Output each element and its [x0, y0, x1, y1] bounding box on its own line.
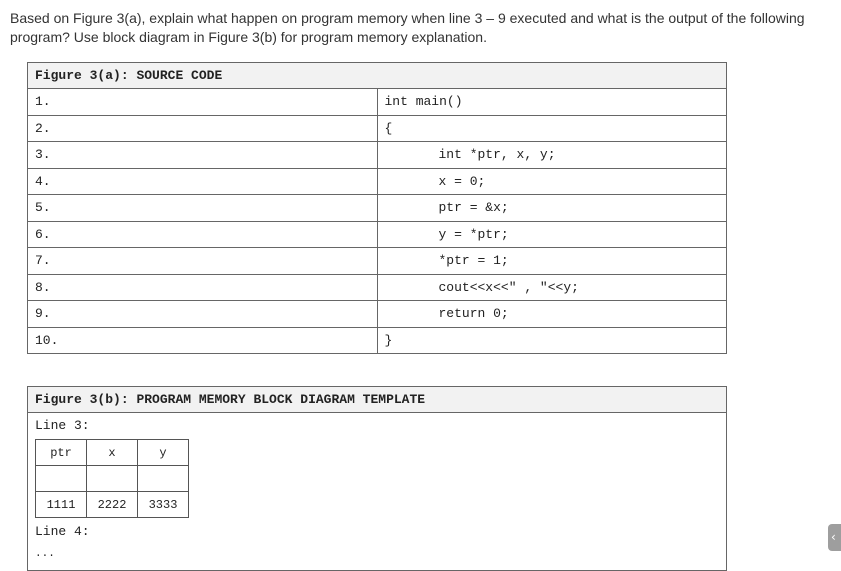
- line-3-label: Line 3:: [35, 418, 90, 433]
- figure-3b-header-row: [28, 387, 727, 413]
- code-line-row: [28, 248, 727, 275]
- code-line-row: [28, 274, 727, 301]
- figure-3a-title: SOURCE CODE: [136, 68, 223, 83]
- code-text: int *ptr, x, y;: [377, 142, 727, 169]
- figure-3b-body: [28, 413, 727, 571]
- code-text: int main(): [377, 89, 727, 116]
- continuation-ellipsis: ...: [35, 548, 55, 560]
- code-text: }: [377, 327, 727, 354]
- figure-3a-source-code-table: [27, 62, 727, 354]
- code-text: y = *ptr;: [377, 221, 727, 248]
- question-text: Based on Figure 3(a), explain what happen on program memory when line 3 – 9 executed and what is the output of the following program? Use block diagram in Figure 3(b) for program memory explanation.: [10, 10, 805, 45]
- code-line-row: [28, 115, 727, 142]
- side-scroll-tab[interactable]: [828, 524, 841, 551]
- line-number: 8.: [28, 274, 378, 301]
- memory-address-cell: 1111: [36, 492, 87, 518]
- code-line-row: [28, 168, 727, 195]
- line-number: 7.: [28, 248, 378, 275]
- figure-3b-memory-diagram-table: [27, 386, 727, 571]
- line-number: 4.: [28, 168, 378, 195]
- figure-3b-label: Figure 3(b):: [35, 392, 129, 407]
- figure-3b-body-row: [28, 413, 727, 571]
- variable-name-row: [36, 440, 189, 466]
- memory-address-cell: 3333: [138, 492, 189, 518]
- figure-3b-title: PROGRAM MEMORY BLOCK DIAGRAM TEMPLATE: [136, 392, 426, 407]
- figure-3a-label: Figure 3(a):: [35, 68, 129, 83]
- code-text: x = 0;: [377, 168, 727, 195]
- code-text: ptr = &x;: [377, 195, 727, 222]
- code-text: *ptr = 1;: [377, 248, 727, 275]
- code-line-row: [28, 327, 727, 354]
- variable-value-cell: [138, 466, 189, 492]
- figure-3a-header: [28, 63, 727, 89]
- variable-value-cell: [87, 466, 138, 492]
- memory-address-row: [36, 492, 189, 518]
- variable-name-cell: x: [87, 440, 138, 466]
- line-number: 3.: [28, 142, 378, 169]
- chevron-left-icon: ‹: [831, 530, 836, 544]
- figure-3a-header-row: [28, 63, 727, 89]
- line-number: 2.: [28, 115, 378, 142]
- line-number: 10.: [28, 327, 378, 354]
- line-number: 5.: [28, 195, 378, 222]
- figure-3b-header: [28, 387, 727, 413]
- line-number: 9.: [28, 301, 378, 328]
- code-text: {: [377, 115, 727, 142]
- code-line-row: [28, 301, 727, 328]
- code-line-row: [28, 195, 727, 222]
- code-line-row: [28, 142, 727, 169]
- code-line-row: [28, 89, 727, 116]
- code-line-row: [28, 221, 727, 248]
- code-text: return 0;: [377, 301, 727, 328]
- line-number: 1.: [28, 89, 378, 116]
- line-number: 6.: [28, 221, 378, 248]
- variable-name-cell: ptr: [36, 440, 87, 466]
- memory-block-diagram: [35, 439, 189, 518]
- line-4-label: Line 4:: [35, 524, 90, 539]
- code-text: cout<<x<<" , "<<y;: [377, 274, 727, 301]
- variable-value-cell: [36, 466, 87, 492]
- variable-name-cell: y: [138, 440, 189, 466]
- memory-address-cell: 2222: [87, 492, 138, 518]
- variable-value-row: [36, 466, 189, 492]
